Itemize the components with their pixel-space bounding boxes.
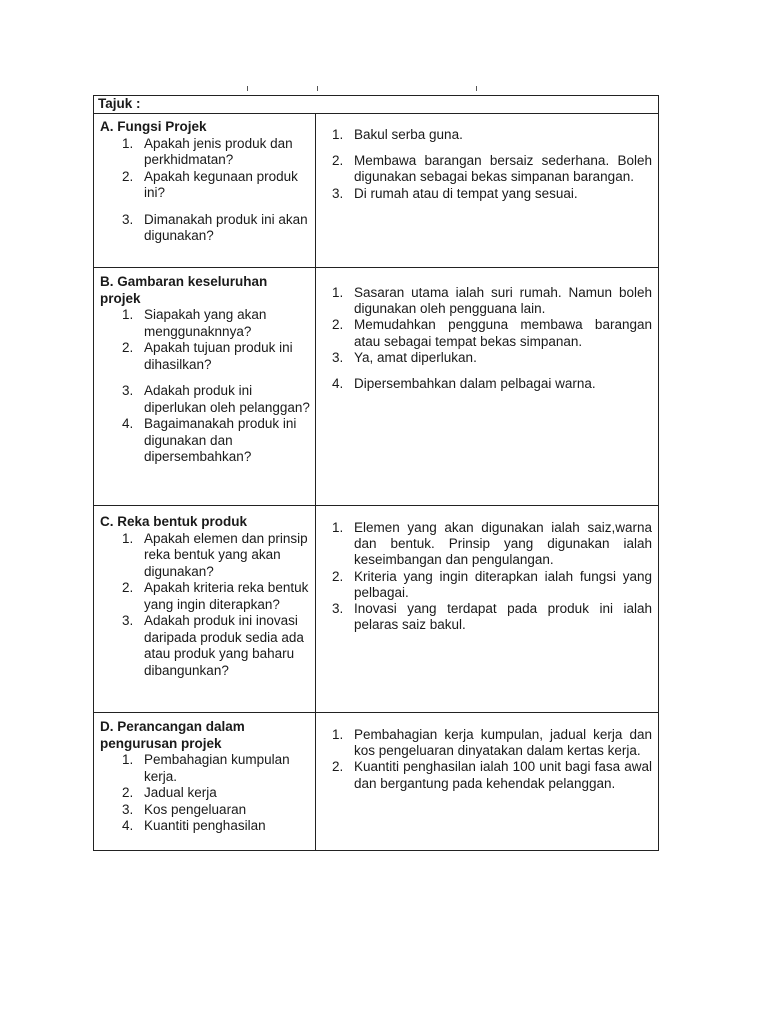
answer-item: 2. Kuantiti penghasilan ialah 100 unit bagi fasa awal dan bergantung pada kehendak pelanggan. bbox=[332, 759, 652, 791]
section-a-row bbox=[94, 113, 658, 268]
question-item: 4. Bagaimanakah produk ini digunakan dan dipersembahkan? bbox=[122, 416, 297, 464]
question-item: 3. Adakah produk ini diperlukan oleh pelanggan? bbox=[122, 383, 310, 415]
answer-item: 3. Inovasi yang terdapat pada produk ini ialah pelaras saiz bakul. bbox=[332, 601, 652, 633]
answer-item: 2. Kriteria yang ingin diterapkan ialah fungsi yang pelbagai. bbox=[332, 568, 652, 600]
answer-item: 1. Elemen yang akan digunakan ialah saiz,warna dan bentuk. Prinsip yang digunakan ialah keseimbangan dan pengulangan. bbox=[332, 520, 652, 568]
project-table bbox=[93, 95, 659, 851]
question-item: 1. Pembahagian kumpulan kerja. bbox=[122, 752, 290, 784]
section-c-questions bbox=[100, 514, 310, 679]
section-a-questions bbox=[100, 119, 310, 245]
answer-item: 1. Sasaran utama ialah suri rumah. Namun boleh digunakan oleh pengguana lain. bbox=[332, 285, 652, 317]
question-item: 2. Apakah tujuan produk ini dihasilkan? bbox=[122, 340, 293, 372]
question-item: 2. Apakah kegunaan produk ini? bbox=[122, 168, 298, 200]
answer-item: 2. Membawa barangan bersaiz sederhana. Boleh digunakan sebagai bekas simpanan barangan. bbox=[332, 153, 652, 185]
page-artifact-ticks bbox=[0, 86, 768, 94]
answer-item: 3. Di rumah atau di tempat yang sesuai. bbox=[332, 185, 578, 201]
section-d-answers bbox=[332, 727, 652, 792]
column-divider bbox=[315, 113, 316, 850]
section-d-title: D. Perancangan dalam pengurusan projek bbox=[100, 719, 245, 751]
section-b-answers bbox=[332, 285, 652, 392]
answer-item: 3. Ya, amat diperlukan. bbox=[332, 349, 477, 365]
question-item: 1. Siapakah yang akan menggunaknnya? bbox=[122, 307, 267, 339]
question-item: 3. Dimanakah produk ini akan digunakan? bbox=[122, 211, 308, 243]
section-d-questions bbox=[100, 719, 310, 835]
section-b-title: B. Gambaran keseluruhan projek bbox=[100, 274, 268, 306]
section-c-row bbox=[94, 506, 658, 713]
question-item: 2. Jadual kerja bbox=[122, 785, 217, 800]
section-c-title: C. Reka bentuk produk bbox=[100, 514, 248, 529]
question-item: 1. Apakah jenis produk dan perkhidmatan? bbox=[122, 135, 293, 167]
answer-item: 1. Bakul serba guna. bbox=[332, 127, 463, 142]
question-item: 4. Kuantiti penghasilan bbox=[122, 818, 266, 833]
section-d-row bbox=[94, 713, 658, 852]
section-a-answers bbox=[332, 127, 652, 202]
answer-item: 1. Pembahagian kerja kumpulan, jadual kerja dan kos pengeluaran dinyatakan dalam kertas kerja. bbox=[332, 727, 652, 759]
title-row bbox=[94, 96, 658, 114]
section-b-questions bbox=[100, 274, 310, 466]
question-item: 2. Apakah kriteria reka bentuk yang ingin diterapkan? bbox=[122, 580, 309, 612]
question-item: 1. Apakah elemen dan prinsip reka bentuk yang akan digunakan? bbox=[122, 530, 308, 579]
question-item: 3. Adakah produk ini inovasi daripada produk sedia ada atau produk yang baharu dibangunkan? bbox=[122, 613, 304, 678]
section-a-title: A. Fungsi Projek bbox=[100, 119, 207, 134]
answer-item: 2. Memudahkan pengguna membawa barangan atau sebagai tempat bekas simpanan. bbox=[332, 317, 652, 349]
question-item: 3. Kos pengeluaran bbox=[122, 801, 247, 817]
section-c-answers bbox=[332, 520, 652, 633]
answer-item: 4. Dipersembahkan dalam pelbagai warna. bbox=[332, 376, 596, 392]
section-b-row bbox=[94, 268, 658, 506]
title-label: Tajuk : bbox=[98, 96, 141, 111]
